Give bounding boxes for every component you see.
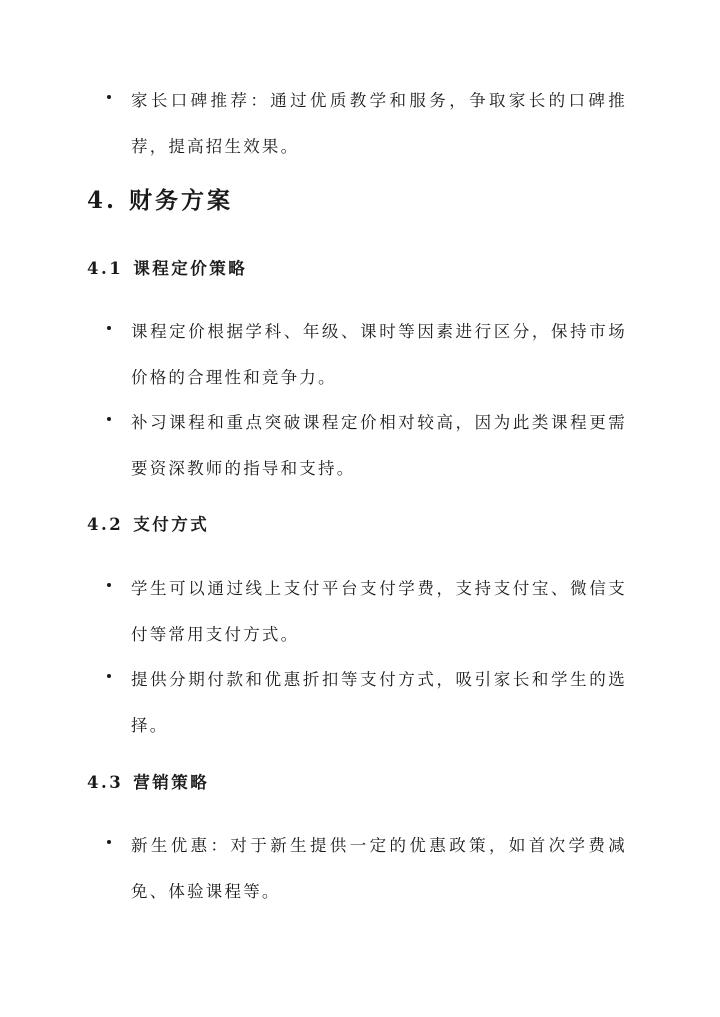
subsection-heading	[87, 513, 209, 537]
bullet-dot	[107, 840, 111, 844]
list-item	[107, 566, 627, 658]
section-number: 4.	[87, 187, 118, 214]
list-item-text: 课程定价根据学科、年级、课时等因素进行区分，保持市场价格的合理性和竞争力。	[131, 322, 627, 387]
subsection-number: 4.1	[87, 259, 124, 278]
subsection-number: 4.2	[87, 515, 124, 534]
list-item	[107, 78, 627, 170]
section-heading	[87, 186, 233, 216]
subsection-title: 营销策略	[133, 773, 210, 792]
list-item-text: 补习课程和重点突破课程定价相对较高，因为此类课程更需要资深教师的指导和支持。	[131, 413, 627, 478]
subsection-title: 课程定价策略	[133, 259, 248, 278]
list-item-text: 学生可以通过线上支付平台支付学费，支持支付宝、微信支付等常用支付方式。	[131, 579, 627, 644]
subsection-title: 支付方式	[133, 515, 210, 534]
bullet-dot	[107, 583, 111, 587]
bullet-dot	[107, 674, 111, 678]
subsection-heading	[87, 771, 209, 795]
bullet-dot	[107, 417, 111, 421]
subsection-heading	[87, 257, 247, 281]
list-item	[107, 400, 627, 492]
list-item	[107, 823, 627, 915]
list-item	[107, 309, 627, 401]
list-item-text: 新生优惠：对于新生提供一定的优惠政策，如首次学费减免、体验课程等。	[131, 836, 627, 901]
bullet-dot	[107, 326, 111, 330]
bullet-dot	[107, 95, 111, 99]
list-item-text: 提供分期付款和优惠折扣等支付方式，吸引家长和学生的选择。	[131, 670, 627, 735]
subsection-number: 4.3	[87, 773, 124, 792]
section-title: 财务方案	[129, 187, 234, 214]
list-item-text: 家长口碑推荐：通过优质教学和服务，争取家长的口碑推荐，提高招生效果。	[131, 91, 627, 156]
list-item	[107, 657, 627, 749]
